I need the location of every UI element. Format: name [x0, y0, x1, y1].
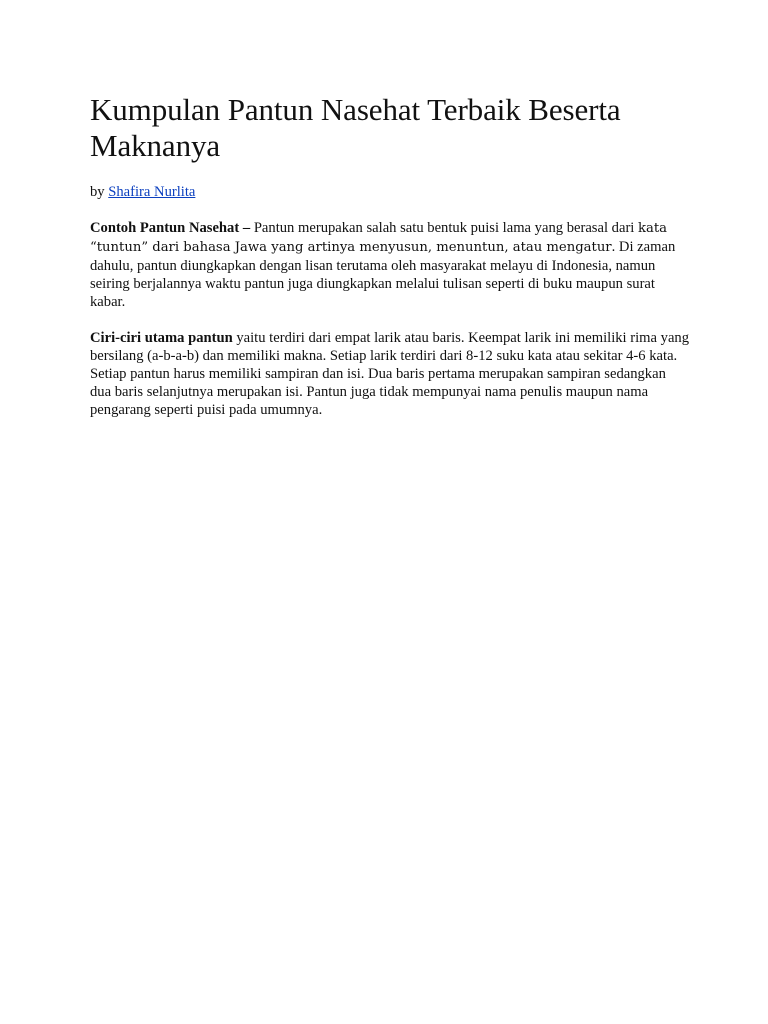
paragraph-intro	[90, 219, 690, 311]
paragraph-characteristics	[90, 329, 690, 419]
intro-bold-lead: Contoh Pantun Nasehat –	[90, 220, 254, 236]
characteristics-bold-lead: Ciri-ciri utama pantun	[90, 330, 233, 346]
article-title: Kumpulan Pantun Nasehat Terbaik Beserta Maknanya	[90, 92, 621, 163]
characteristics-text: yaitu terdiri dari empat larik atau baris. Keempat larik ini memiliki rima yang bersilang (a-b-a-b) dan memiliki makna. Setiap larik terdiri dari 8-12 suku kata atau sekitar 4-6 kata. Setiap pantun harus memiliki sampiran dan isi. Dua baris pertama merupakan sampiran sedangkan dua baris selanjutnya merupakan isi. Pantun juga tidak mempunyai nama penulis maupun nama pengarang seperti puisi pada umumnya.	[90, 330, 690, 418]
article	[90, 92, 690, 419]
intro-text-b: kata “tuntun” dari bahasa Jawa yang artinya menyusun, menuntun, atau mengatur	[90, 221, 668, 255]
intro-text-a: Pantun merupakan salah satu bentuk puisi lama yang berasal dari	[253, 220, 639, 236]
byline	[90, 183, 690, 201]
intro-text-c: . Di zaman dahulu, pantun diungkapkan dengan lisan terutama oleh masyarakat melayu di Indonesia, namun seiring berjalannya waktu pantun juga diungkapkan melalui tulisan seperti di buku maupun surat kabar.	[90, 239, 676, 310]
author-link[interactable]: Shafira Nurlita	[108, 184, 196, 200]
byline-prefix: by	[90, 184, 109, 200]
